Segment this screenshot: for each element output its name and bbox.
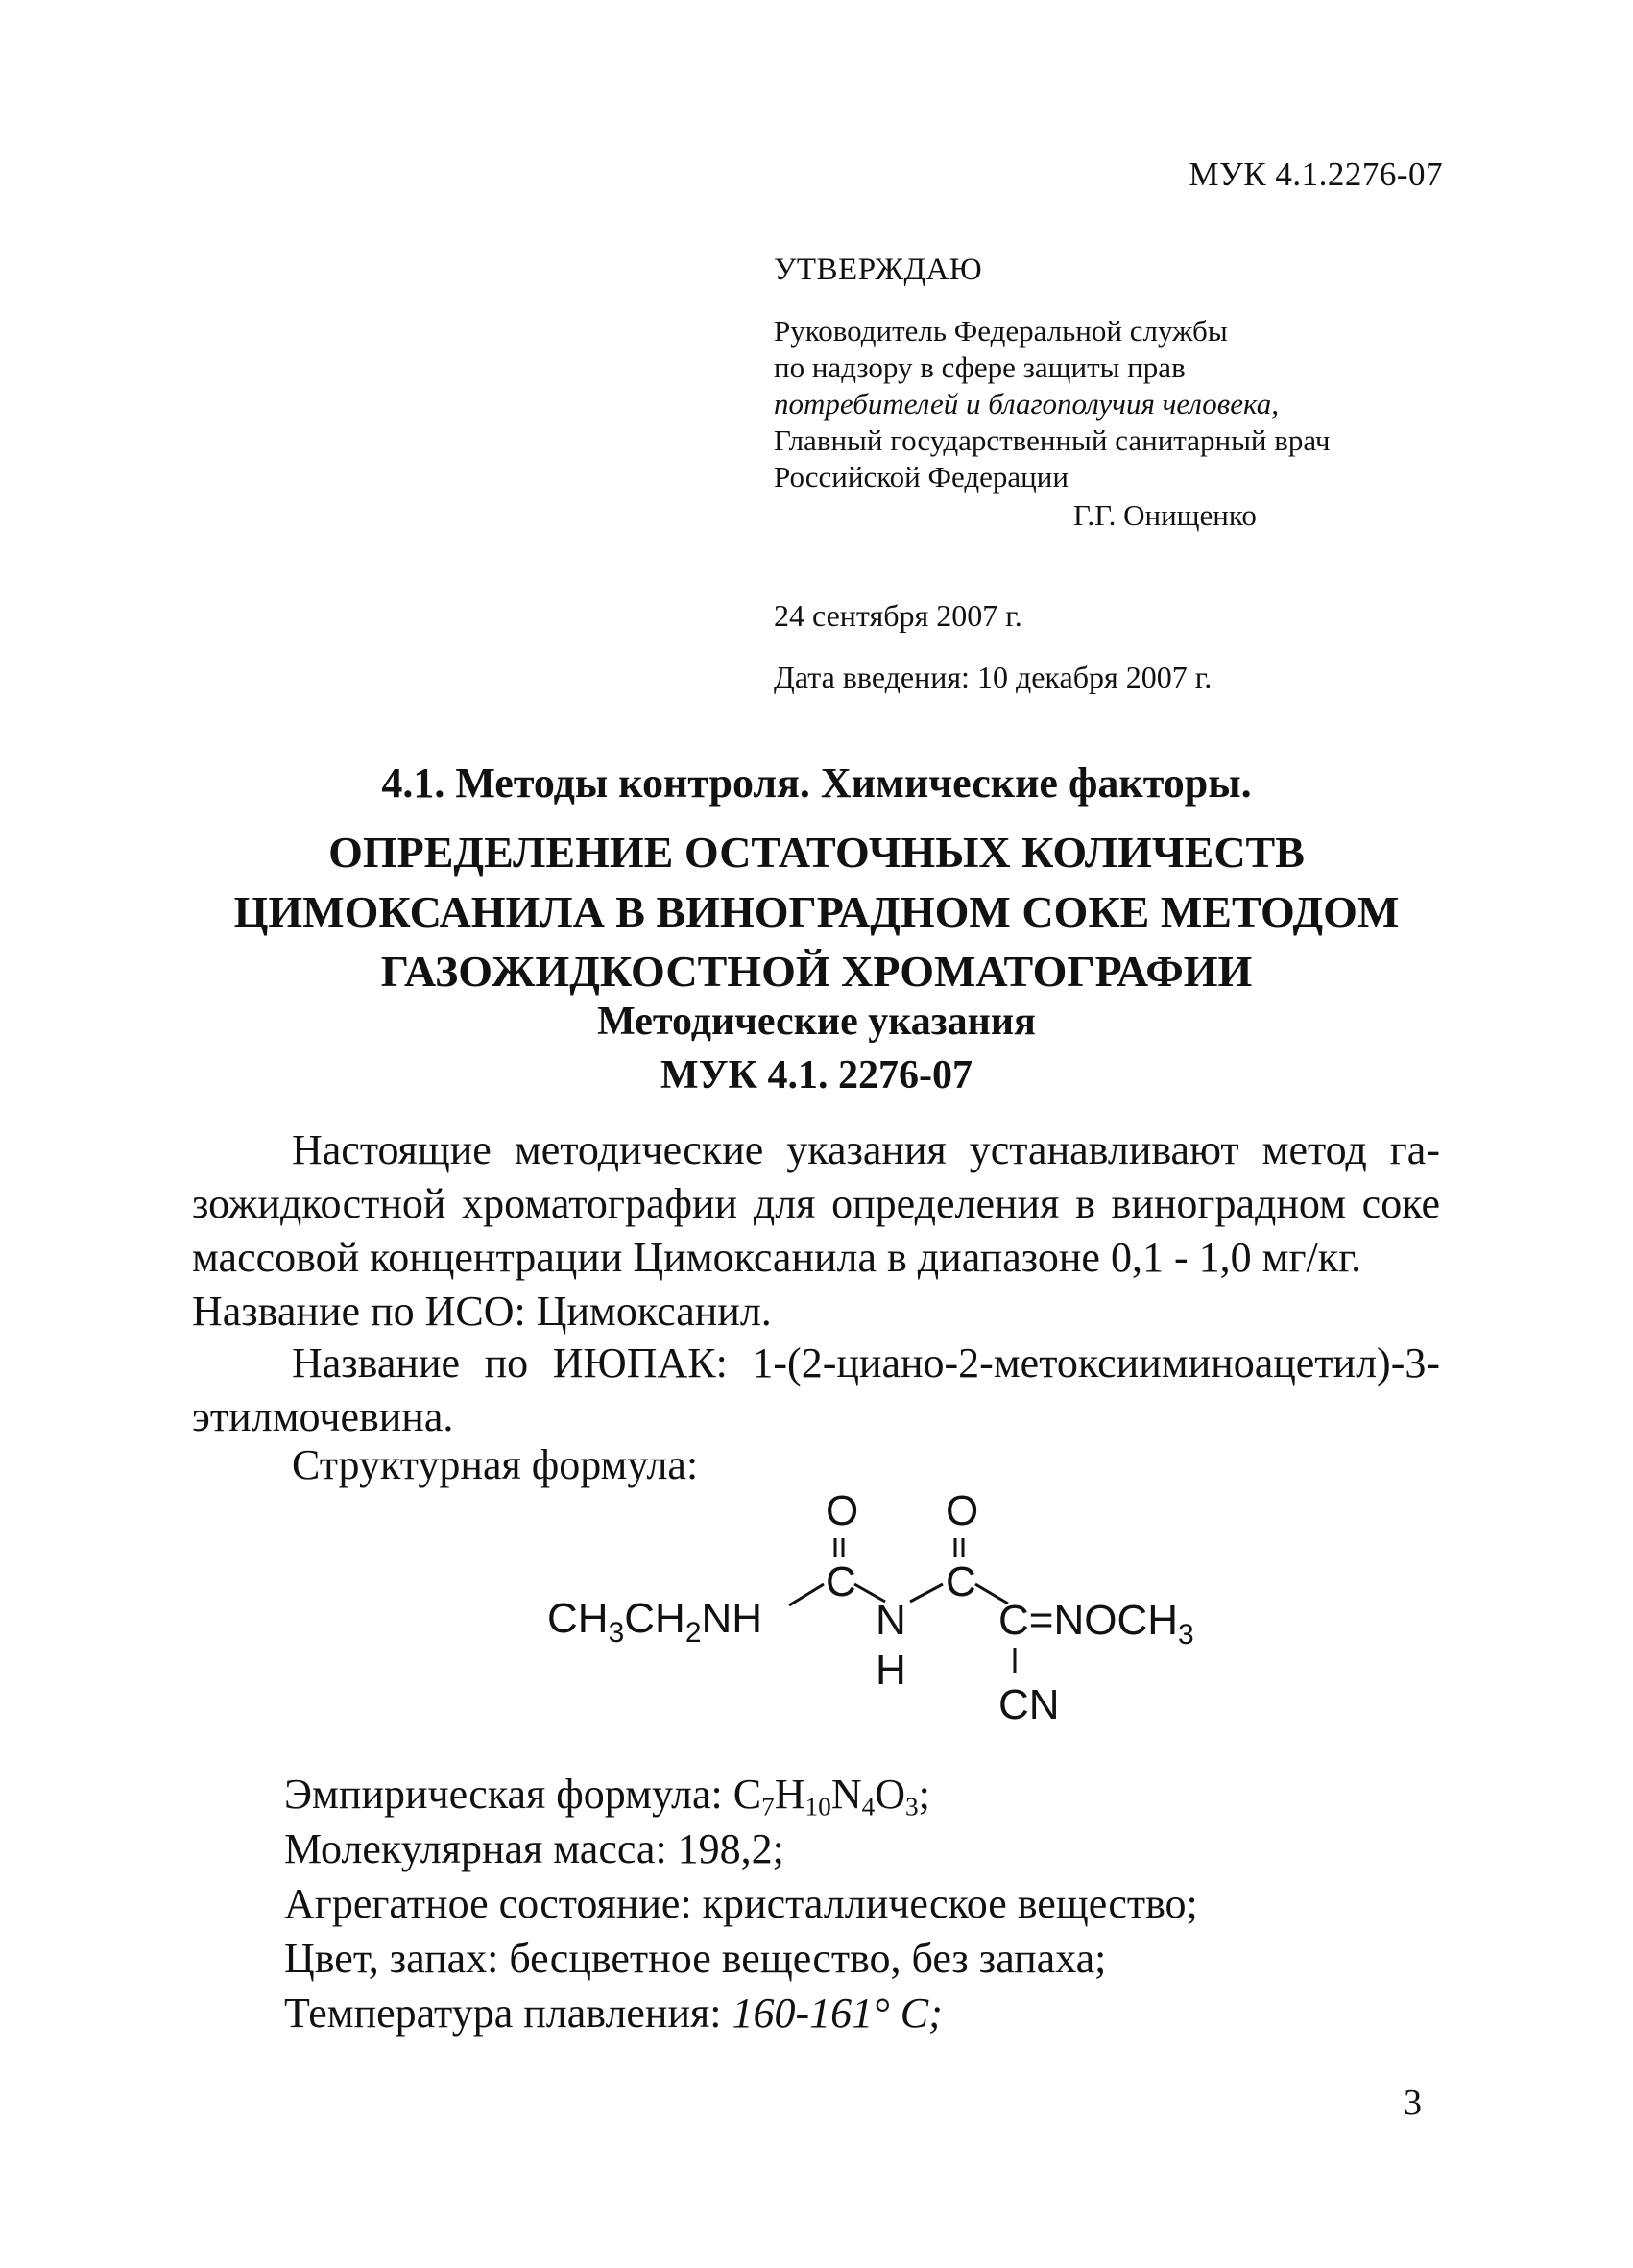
approver-role-line: Главный государственный санитарный врач: [774, 423, 1331, 457]
oxime-group: $C=NOCH_3$: [998, 1597, 1194, 1651]
amide-hydrogen: H: [876, 1647, 906, 1694]
document-title-line: ЦИМОКСАНИЛА В ВИНОГРАДНОМ СОКЕ МЕТОДОМ: [233, 887, 1400, 936]
approval-date: 24 сентября 2007 г.: [774, 598, 1022, 633]
color-odor: Цвет, запах: бесцветное вещество, без запаха;: [284, 1935, 1107, 1982]
document-title: [0, 823, 1633, 1001]
section-title: 4.1. Методы контроля. Химические факторы.: [381, 760, 1252, 807]
document-title-line: ОПРЕДЕЛЕНИЕ ОСТАТОЧНЫХ КОЛИЧЕСТВ: [328, 828, 1305, 877]
document-type: Методические указания: [597, 1000, 1036, 1044]
document-title-line: ГАЗОЖИДКОСТНОЙ ХРОМАТОГРАФИИ: [380, 947, 1253, 996]
introduction-date: Дата введения: 10 декабря 2007 г.: [774, 660, 1213, 694]
molar-mass: Молекулярная масса: 198,2;: [284, 1825, 784, 1872]
carbonyl-carbon: C: [946, 1558, 976, 1605]
structure-label: Структурная формула:: [292, 1441, 699, 1488]
paragraph-line: Название по ИСО: Цимоксанил.: [192, 1288, 772, 1335]
carbonyl-oxygen: O: [946, 1487, 979, 1534]
paragraph-line: Название по ИЮПАК: 1-(2-циано-2-метоксииминоацетил)-3-: [292, 1339, 1440, 1387]
structural-formula: [538, 1479, 1267, 1767]
iupac-paragraph: [192, 1337, 1440, 1444]
single-bond-line: [910, 1584, 943, 1602]
paragraph-line: зожидкостной хроматографии для определения в виноградном соке: [192, 1180, 1440, 1227]
properties-list: [284, 1767, 1198, 2040]
ethylamino-group: $CH_3CH_2NH$: [547, 1595, 763, 1649]
melting-point: Температура плавления: 160-161° С;: [284, 1990, 943, 2037]
approval-block: [774, 252, 1388, 695]
paragraph-line: Настоящие методические указания устанавливают метод га-: [292, 1126, 1440, 1173]
carbonyl-carbon: C: [826, 1558, 856, 1605]
carbonyl-oxygen: O: [826, 1487, 859, 1534]
document-number: МУК 4.1. 2276-07: [660, 1053, 973, 1098]
single-bond-line: [789, 1584, 824, 1605]
amide-nitrogen: N: [876, 1597, 906, 1644]
cyano-group: CN: [998, 1681, 1060, 1728]
approval-title: УТВЕРЖДАЮ: [774, 253, 983, 287]
page-number: 3: [1404, 2083, 1422, 2123]
approver-role-line: Российской Федерации: [774, 460, 1069, 494]
approver-role-line: потребителей и благополучия человека,: [774, 387, 1279, 421]
empirical-formula: Эмпирическая формула: $C_7H_{10}N_4O_3$;: [284, 1771, 930, 1822]
approver-role-line: Руководитель Федеральной службы: [774, 314, 1228, 348]
paragraph-line: массовой концентрации Цимоксанила в диапазоне 0,1 - 1,0 мг/кг.: [192, 1234, 1362, 1281]
approver-role-line: по надзору в сфере защиты прав: [774, 350, 1186, 384]
approver-name: Г.Г. Онищенко: [1073, 498, 1257, 532]
document-subtitle: [0, 995, 1633, 1102]
paragraph-line: этилмочевина.: [192, 1393, 454, 1440]
document-code: МУК 4.1.2276-07: [1189, 156, 1443, 193]
intro-paragraph: [192, 1123, 1440, 1339]
aggregate-state: Агрегатное состояние: кристаллическое вещество;: [284, 1880, 1198, 1927]
